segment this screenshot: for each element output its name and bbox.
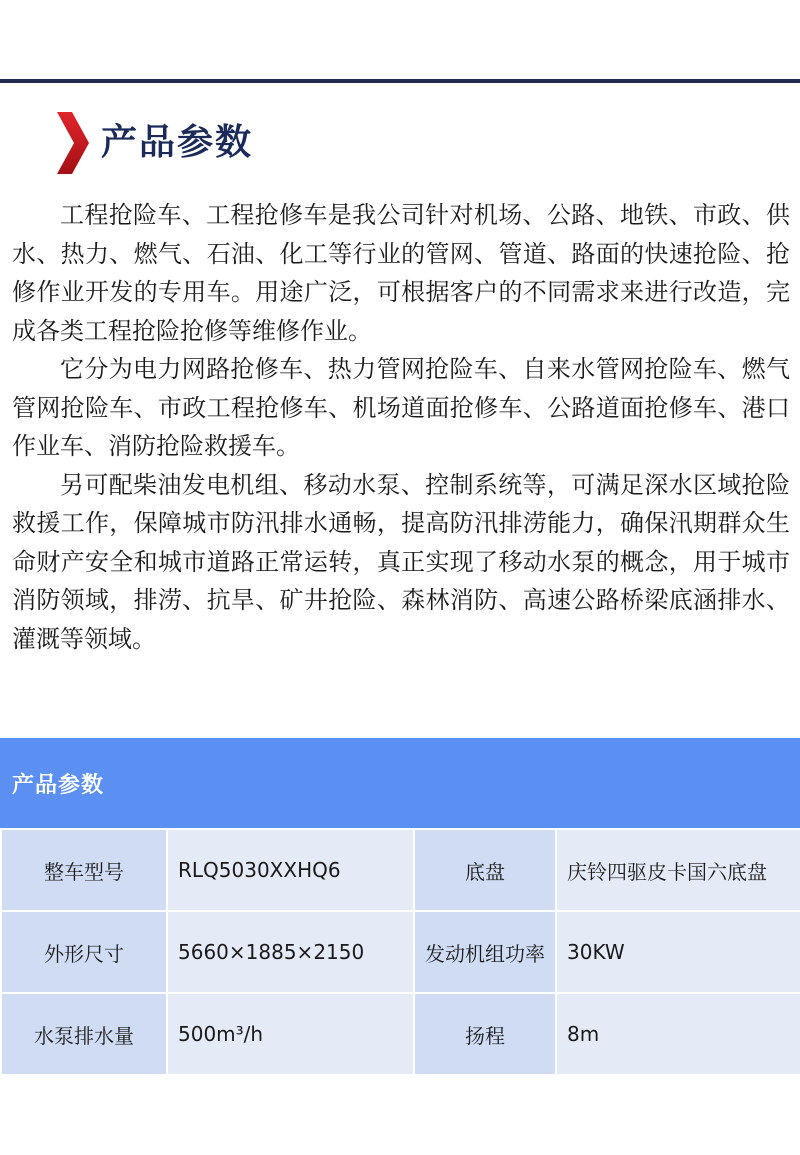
spec-value: 500m³/h bbox=[167, 993, 414, 1075]
paragraph-types: 它分为电力网路抢修车、热力管网抢险车、自来水管网抢险车、燃气管网抢险车、市政工程抢修车、机场道面抢修车、公路道面抢修车、港口作业车、消防抢险救援车。 bbox=[12, 355, 790, 460]
spec-value: RLQ5030XXHQ6 bbox=[167, 829, 414, 911]
description-text bbox=[12, 196, 790, 658]
table-row bbox=[1, 829, 800, 911]
table-row bbox=[1, 911, 800, 993]
spec-label: 底盘 bbox=[414, 829, 556, 911]
spec-table-title: 产品参数 bbox=[12, 772, 105, 798]
table-row bbox=[1, 993, 800, 1075]
spec-label: 外形尺寸 bbox=[1, 911, 167, 993]
spec-label: 整车型号 bbox=[1, 829, 167, 911]
spec-value: 庆铃四驱皮卡国六底盘 bbox=[556, 829, 800, 911]
spec-value: 30KW bbox=[556, 911, 800, 993]
top-divider bbox=[0, 79, 800, 83]
spec-label: 水泵排水量 bbox=[1, 993, 167, 1075]
spec-value: 8m bbox=[556, 993, 800, 1075]
section-heading bbox=[55, 112, 253, 174]
paragraph-intro: 工程抢险车、工程抢修车是我公司针对机场、公路、地铁、市政、供水、热力、燃气、石油、化工等行业的管网、管道、路面的快速抢险、抢修作业开发的专用车。用途广泛，可根据客户的不同需求来进行改造，完成各类工程抢险抢修等维修作业。 bbox=[12, 201, 790, 345]
spec-table-block bbox=[0, 738, 800, 1076]
spec-table bbox=[0, 828, 800, 1076]
paragraph-equipment: 另可配柴油发电机组、移动水泵、控制系统等，可满足深水区域抢险救援工作，保障城市防汛排水通畅，提高防汛排涝能力，确保汛期群众生命财产安全和城市道路正常运转，真正实现了移动水泵的概念，用于城市消防领域，排涝、抗旱、矿井抢险、森林消防、高速公路桥梁底涵排水、灌溉等领域。 bbox=[12, 470, 790, 653]
chevron-right-icon bbox=[55, 112, 91, 174]
section-title: 产品参数 bbox=[101, 122, 254, 163]
spec-value: 5660×1885×2150 bbox=[167, 911, 414, 993]
spec-table-header bbox=[0, 738, 800, 828]
spec-label: 扬程 bbox=[414, 993, 556, 1075]
spec-label: 发动机组功率 bbox=[414, 911, 556, 993]
